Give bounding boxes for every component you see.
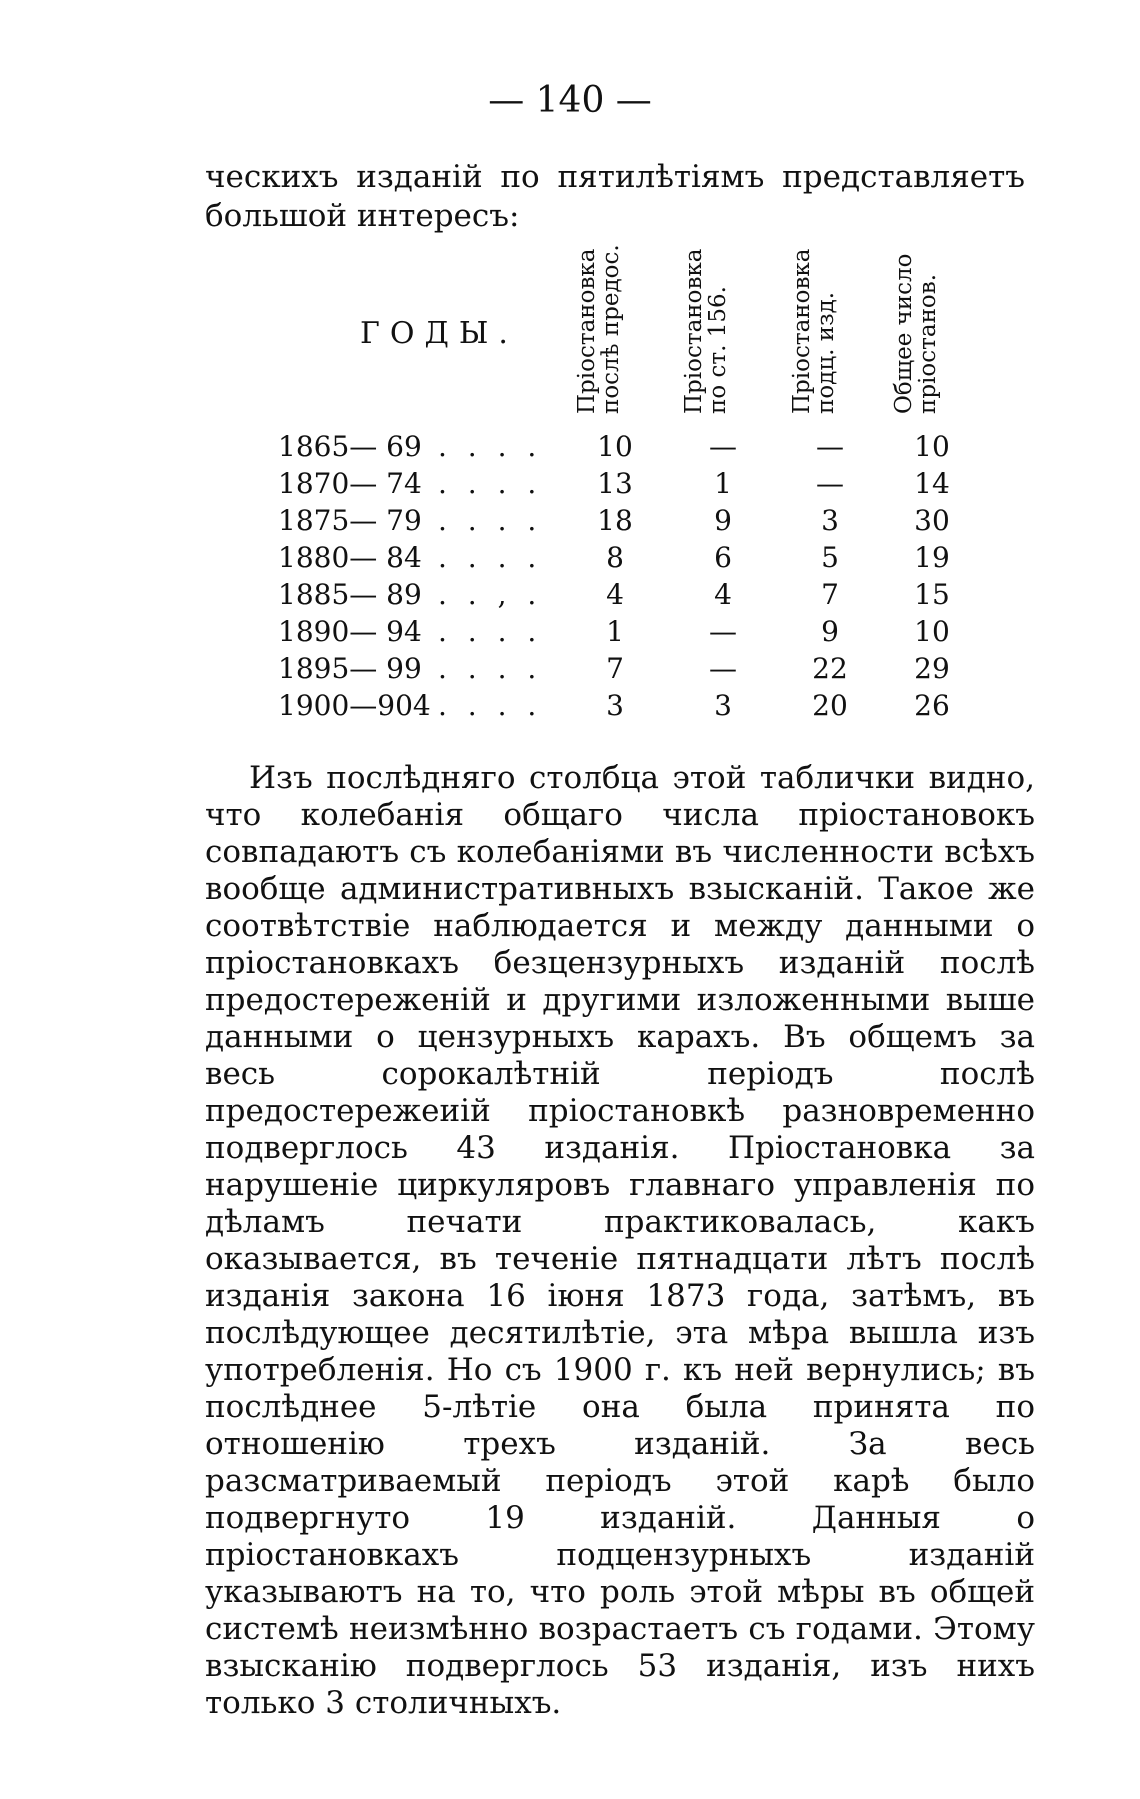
body-paragraph: Изъ послѣдняго столбца этой таблички видно, что колебанія общаго числа пріостановокъ совпадаютъ съ колебаніями въ численности всѣхъ вообще административныхъ взысканій. Такое же соотвѣтствіе наблюдается и между данными о пріостановкахъ безцензурныхъ изданій послѣ предостереженій и другими изложенными выше данными о цензурныхъ карахъ. Въ общемъ за весь сорокалѣтній періодъ послѣ предостережеиій пріостановкѣ разновременно подверглось 43 изданія. Пріостановка за нарушеніе циркуляровъ главнаго управленія по дѣламъ печати практиковалась, какъ оказывается, въ теченіе пятнадцати лѣтъ послѣ изданія закона 16 іюня 1873 года, затѣмъ, въ послѣдующее десятилѣтіе, эта мѣра вышла изъ употребленія. Но съ 1900 г. къ ней вернулись; въ послѣднее 5-лѣтіе она была принята по отношенію трехъ изданій. За весь разсматриваемый періодъ этой карѣ было подвергнуто 19 изданій. Данныя о пріостановкахъ подцензурныхъ изданій указываютъ на то, что роль этой мѣры въ общей системѣ неизмѣнно возрастаетъ съ годами. Этому взысканію подверглось 53 изданія, изъ нихъ только 3 столичныхъ. — [205, 760, 1035, 1721]
cell-art-156: — — [709, 430, 737, 463]
row-years: 1895— 99 — [278, 652, 422, 685]
cell-art-156: 1 — [714, 467, 732, 500]
cell-total: 10 — [914, 615, 950, 648]
column-header-1 — [574, 244, 624, 414]
cell-art-156: — — [709, 615, 737, 648]
cell-after-warning: 13 — [597, 467, 633, 500]
column-header-4-line1: Общее число — [891, 253, 917, 414]
cell-censored: 20 — [812, 689, 848, 722]
cell-censored: 7 — [821, 578, 839, 611]
row-years: 1875— 79 — [278, 504, 422, 537]
column-header-2 — [681, 248, 731, 414]
row-dots: . . . . — [438, 467, 543, 500]
cell-censored: 22 — [812, 652, 848, 685]
row-years: 1900—904 — [278, 689, 431, 722]
cell-art-156: 6 — [714, 541, 732, 574]
row-years: 1870— 74 — [278, 467, 422, 500]
column-header-4 — [891, 253, 941, 414]
page-number: — 140 — — [488, 80, 652, 121]
cell-after-warning: 1 — [606, 615, 624, 648]
row-dots: . . , . — [438, 578, 543, 611]
intro-paragraph: ческихъ изданій по пятилѣтіямъ представляетъ большой интересъ: — [205, 159, 1025, 234]
cell-censored: — — [816, 430, 844, 463]
cell-after-warning: 4 — [606, 578, 624, 611]
column-header-1-line1: Пріостановка — [574, 248, 600, 414]
row-years: 1865— 69 — [278, 430, 422, 463]
cell-censored: — — [816, 467, 844, 500]
cell-total: 30 — [914, 504, 950, 537]
row-years: 1890— 94 — [278, 615, 422, 648]
cell-after-warning: 10 — [597, 430, 633, 463]
years-header: ГОДЫ. — [360, 316, 518, 351]
cell-total: 19 — [914, 541, 950, 574]
column-header-4-line2: пріостанов. — [915, 273, 941, 414]
row-years: 1880— 84 — [278, 541, 422, 574]
row-dots: . . . . — [438, 689, 543, 722]
cell-after-warning: 8 — [606, 541, 624, 574]
row-dots: . . . . — [438, 652, 543, 685]
cell-total: 15 — [914, 578, 950, 611]
cell-after-warning: 18 — [597, 504, 633, 537]
cell-censored: 5 — [821, 541, 839, 574]
column-header-2-line1: Пріостановка — [681, 248, 707, 414]
cell-total: 14 — [914, 467, 950, 500]
row-dots: . . . . — [438, 615, 543, 648]
column-header-3 — [789, 248, 839, 414]
cell-art-156: 9 — [714, 504, 732, 537]
row-years: 1885— 89 — [278, 578, 422, 611]
cell-censored: 9 — [821, 615, 839, 648]
cell-after-warning: 3 — [606, 689, 624, 722]
cell-total: 10 — [914, 430, 950, 463]
cell-total: 29 — [914, 652, 950, 685]
column-header-3-line1: Пріостановка — [789, 248, 815, 414]
column-header-2-line2: по ст. 156. — [705, 286, 731, 414]
column-header-1-line2: послѣ предос. — [598, 244, 624, 414]
row-dots: . . . . — [438, 541, 543, 574]
cell-art-156: 3 — [714, 689, 732, 722]
cell-art-156: 4 — [714, 578, 732, 611]
cell-after-warning: 7 — [606, 652, 624, 685]
row-dots: . . . . — [438, 504, 543, 537]
row-dots: . . . . — [438, 430, 543, 463]
cell-art-156: — — [709, 652, 737, 685]
cell-censored: 3 — [821, 504, 839, 537]
cell-total: 26 — [914, 689, 950, 722]
column-header-3-line2: подц. изд. — [813, 291, 839, 414]
